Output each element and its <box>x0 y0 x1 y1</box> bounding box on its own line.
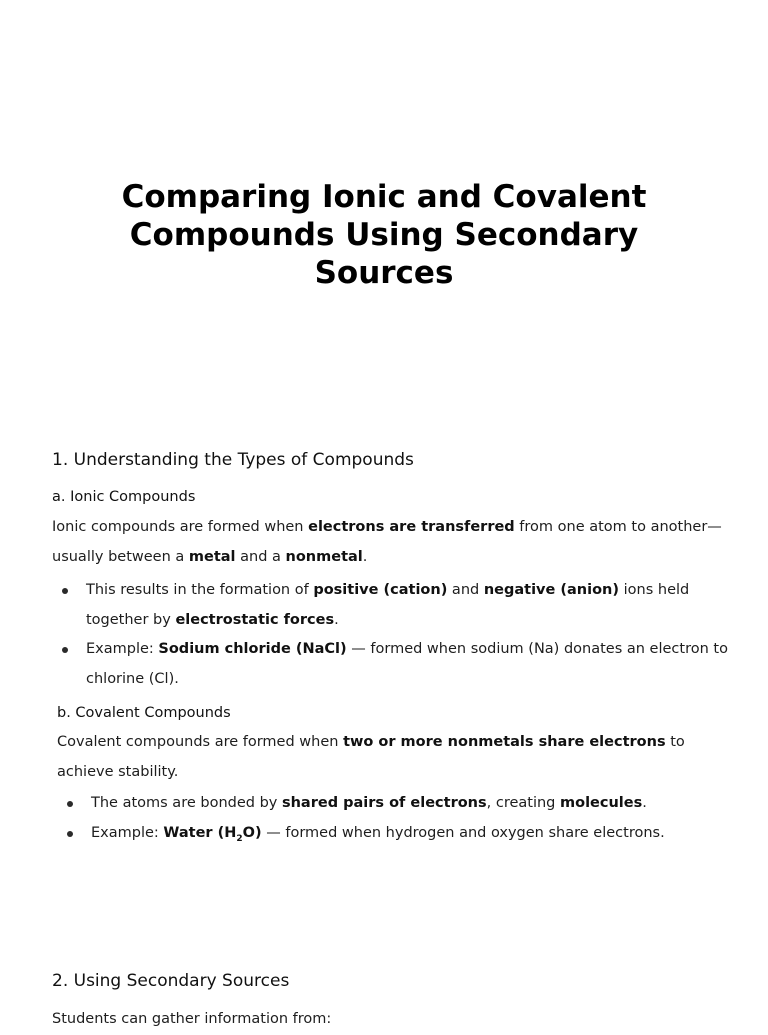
list-item <box>52 576 732 635</box>
bullet-dot-icon <box>62 647 68 653</box>
ionic-b2-bold-1: Sodium chloride (NaCl) <box>158 641 347 657</box>
ionic-intro-bold-2: metal <box>188 548 236 565</box>
bullet-dot-icon <box>62 588 68 594</box>
document-title: Comparing Ionic and Covalent Compounds Using Secondary Sources <box>121 179 647 291</box>
ionic-b2-text-2: — formed when sodium (Na) donates an electron to chlorine (Cl). <box>86 641 728 687</box>
ionic-intro-bold-3: nonmetal <box>285 548 363 565</box>
ionic-b1-text-1: This results in the formation of <box>86 582 314 598</box>
covalent-b2-text-2: — formed when hydrogen and oxygen share electrons. <box>261 824 665 841</box>
ionic-b1-bold-2: negative (anion) <box>483 582 620 598</box>
covalent-intro-text-2: to achieve stability. <box>57 734 685 780</box>
list-item <box>57 789 737 819</box>
covalent-b2-bold-1 <box>163 824 262 844</box>
covalent-bullet-list <box>57 789 737 848</box>
ionic-b1-text-3: ions held together by <box>86 582 690 628</box>
covalent-b1-bold-2: molecules <box>560 795 643 811</box>
ionic-b1-text-2: and <box>447 582 484 598</box>
ionic-intro-text-3: and a <box>235 548 286 565</box>
water-formula-end: O) <box>242 824 262 841</box>
ionic-b1-bold-1: positive (cation) <box>313 582 448 598</box>
covalent-b1-bold-1: shared pairs of electrons <box>281 795 487 811</box>
ionic-intro-bold-1: electrons are transferred <box>308 519 515 535</box>
water-formula-start: Water (H <box>163 824 237 841</box>
covalent-compounds-heading: b. Covalent Compounds <box>57 705 231 721</box>
covalent-b2-text-1: Example: <box>91 824 164 841</box>
ionic-b2-text-1: Example: <box>86 641 159 657</box>
ionic-b1-bold-3: electrostatic forces <box>175 611 335 628</box>
bullet-dot-icon <box>67 831 73 837</box>
section-2-heading: 2. Using Secondary Sources <box>52 971 290 991</box>
ionic-intro-text-2: from one atom to another—usually between a <box>52 519 722 565</box>
ionic-compounds-heading: a. Ionic Compounds <box>52 489 196 505</box>
covalent-intro-bold-1: two or more nonmetals share electrons <box>343 734 666 750</box>
ionic-b1-text-4: . <box>334 611 339 628</box>
list-item <box>52 635 732 694</box>
ionic-bullet-list <box>52 576 732 694</box>
covalent-intro-paragraph <box>57 728 732 787</box>
section-1-heading: 1. Understanding the Types of Compounds <box>52 450 414 470</box>
water-formula-subscript: 2 <box>236 833 243 844</box>
covalent-b1-text-1: The atoms are bonded by <box>91 795 282 811</box>
covalent-b1-text-3: . <box>642 795 647 811</box>
covalent-intro-text-1: Covalent compounds are formed when <box>57 734 344 750</box>
covalent-b1-text-2: , creating <box>486 795 560 811</box>
ionic-intro-text-4: . <box>362 548 368 565</box>
ionic-intro-paragraph <box>52 513 732 572</box>
list-item <box>57 819 737 849</box>
section-2-intro: Students can gather information from: <box>52 1011 332 1027</box>
ionic-intro-text-1: Ionic compounds are formed when <box>52 519 309 535</box>
bullet-dot-icon <box>67 801 73 807</box>
